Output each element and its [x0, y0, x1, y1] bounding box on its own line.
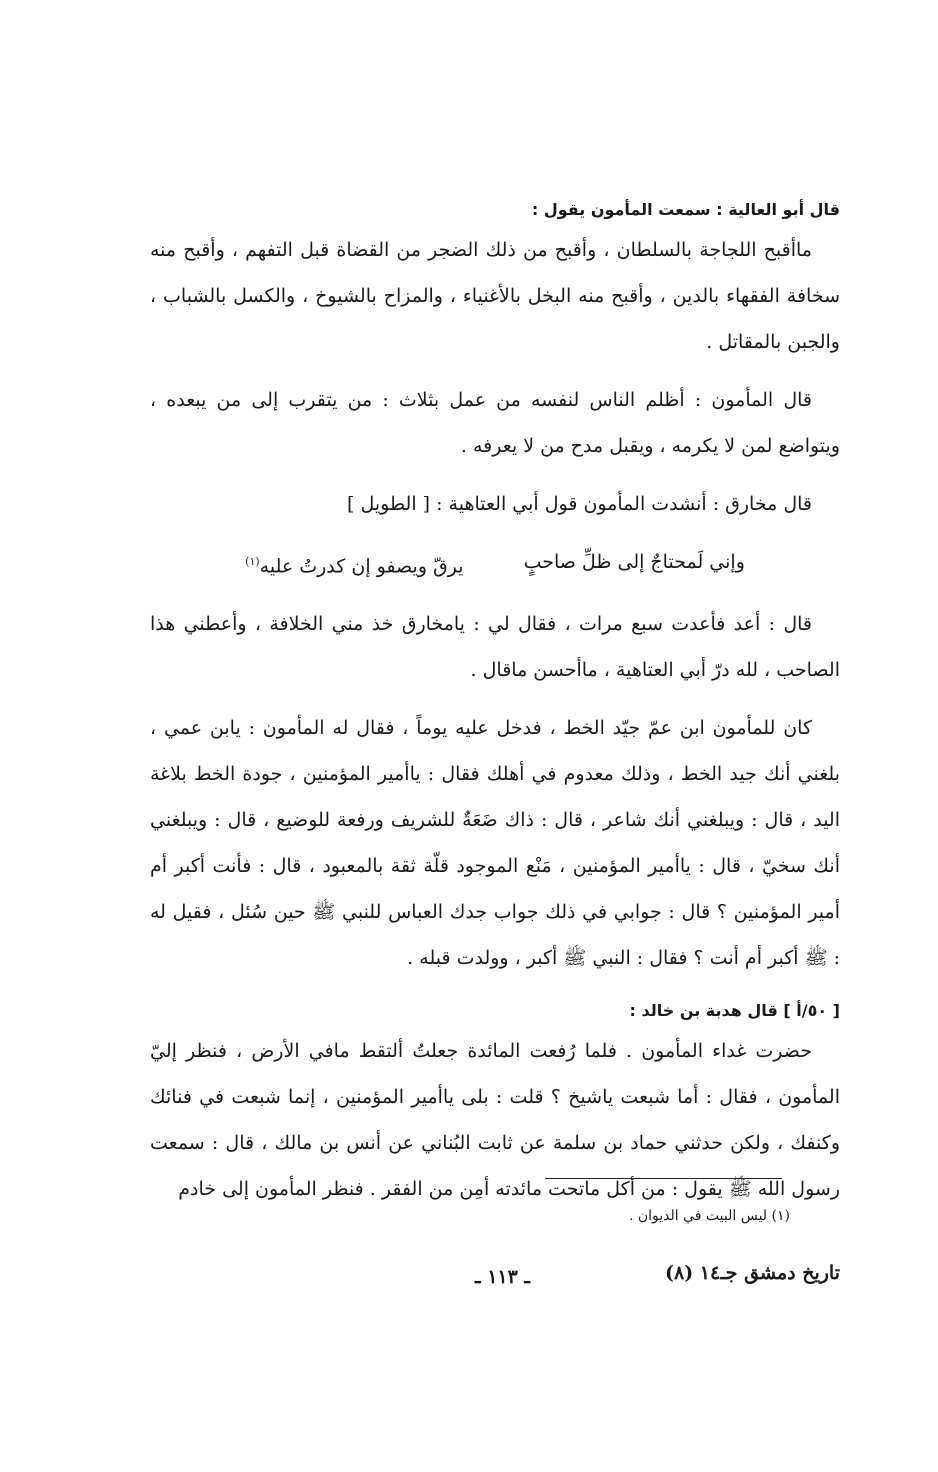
footnote-divider — [545, 1178, 782, 1179]
verse-hemistich-second: يرقّ ويصفو إن كدرتُ عليه$^{(١)}$ — [245, 555, 464, 578]
footnote-marker: (١) — [245, 555, 260, 568]
paragraph: حضرت غداء المأمون . فلما رُفعت المائدة جعلتُ ألتقط مافي الأرض ، فنظر إليّ المأمون ، فقال : أما شبعت ياشيخ ؟ قلت : بلى ياأمير المؤمنين ، إنما شبعت في فنائك وكنفك ، ولكن حدثني حماد بن سلمة عن ثابت البُناني عن أنس بن مالك ، قال : سمعت رسول الله ﷺ يقول : من أكل ماتحت مائدته أمِن من الفقر . فنظر المأمون إلى خادم — [150, 1040, 840, 1201]
footnote: (١) ليس البيت في الديوان . — [628, 1208, 790, 1224]
paragraph: قال : أعد فأعدت سبع مرات ، فقال لي : يامخارق خذ مني الخلافة ، وأعطني هذا الصاحب ، لله درّ أبي العتاهية ، ماأحسن ماقال . — [150, 613, 840, 682]
section-heading: [ ٥٠/أ ] قال هدبة بن خالد : — [629, 1001, 840, 1021]
paragraph: ماأقبح اللجاجة بالسلطان ، وأقبح من ذلك الضجر من القضاة قبل التفهم ، وأقبح منه سخافة الفقهاء بالدين ، وأقبح منه البخل بالأغنياء ، والمزاح بالشيوخ ، والكسل بالشباب ، والجبن بالمقاتل . — [150, 239, 840, 353]
verse-hemistich-first: وإني لَمحتاجٌ إلى ظلِّ صاحبٍ — [523, 551, 745, 573]
section-heading: قال أبو العالية : سمعت المأمون يقول : — [531, 200, 840, 219]
book-reference: تاريخ دمشق جـ١٤ (٨) — [664, 1262, 840, 1284]
paragraph: قال المأمون : أظلم الناس لنفسه من عمل بثلاث : من يتقرب إلى من يبعده ، ويتواضع لمن لا يكرمه ، ويقبل مدح من لا يعرفه . — [150, 389, 840, 457]
poetry-verse — [150, 539, 840, 589]
paragraph: قال مخارق : أنشدت المأمون قول أبي العتاهية : [ الطويل ] — [347, 493, 812, 515]
page-body — [150, 200, 840, 1224]
page-number: ـ ١١٣ ـ — [475, 1266, 530, 1288]
paragraph: كان للمأمون ابن عمّ جيّد الخط ، فدخل عليه يوماً ، فقال له المأمون : يابن عمي ، بلغني أنك جيد الخط ، وذلك معدوم في أهلك فقال : ياأمير المؤمنين ، جودة الخط بلاغة اليد ، قال : ويبلغني أنك شاعر ، قال : ذاك ضَعَةٌ للشريف ورفعة للوضيع ، قال : ويبلغني أنك سخيّ ، قال : ياأمير المؤمنين ، مَنْع الموجود قلّة ثقة بالمعبود ، قال : فأنت أكبر أم أمير المؤمنين ؟ قال : جوابي في ذلك جواب جدك العباس للنبي ﷺ حين سُئل ، فقيل له : ﷺ أكبر أم أنت ؟ فقال : النبي ﷺ أكبر ، وولدت قبله . — [150, 717, 840, 970]
